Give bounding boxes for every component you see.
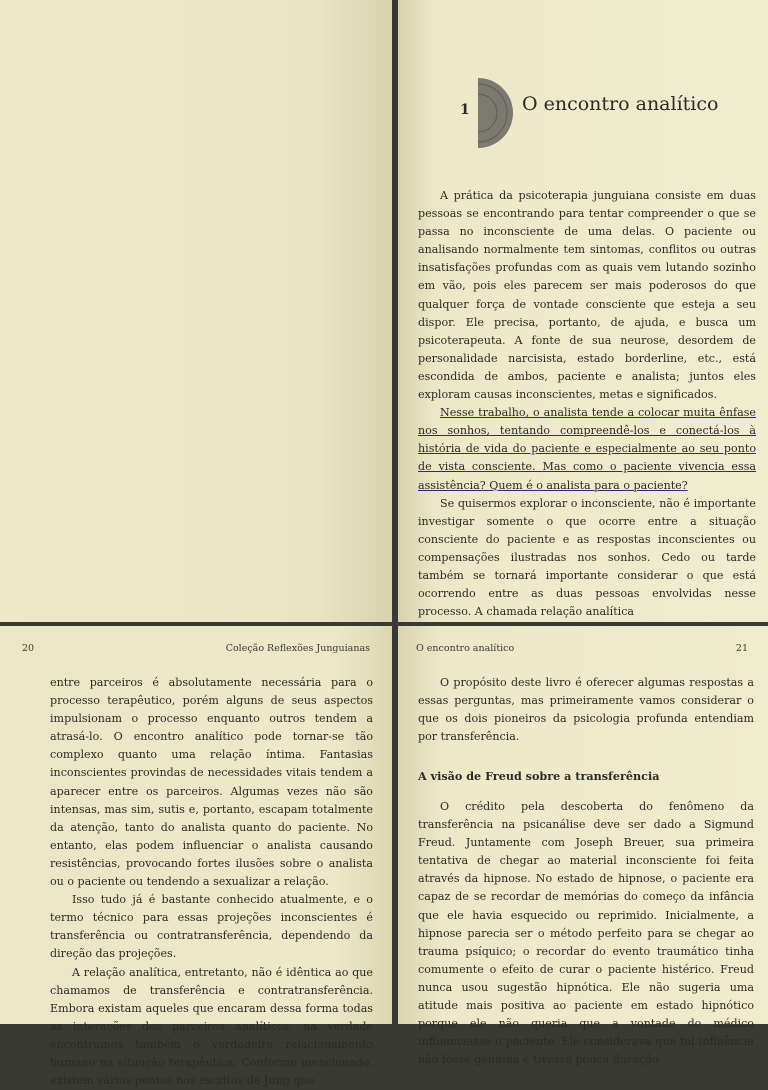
paragraph-2: Nesse trabalho, o analista tende a colocar muita ênfase nos sonhos, tentando compreendê-los e conectá-los à história de vida do paciente e especialmente ao seu ponto de vista consciente. Mas como o paciente vivencia essa assistência? Quem é o analista para o paciente? bbox=[418, 404, 756, 494]
paragraph-1: entre parceiros é absolutamente necessária para o processo terapêutico, porém alguns de seus aspectos impulsionam o processo enquanto outros tendem a atrasá-lo. O encontro analítico pode tornar-se tão complexo quanto uma relação íntima. Fantasias inconscientes provindas de necessidades vitais tendem a aparecer entre os parceiros. Algumas vezes não são intensas, mas sim, sutis e, portanto, escapam totalmente da atenção, tanto do analista quanto do paciente. No entanto, elas podem influenciar o analista causando resistências, provocando fortes ilusões sobre o analista ou o paciente ou tendendo a sexualizar a relação. bbox=[50, 674, 373, 891]
intro-paragraph bbox=[418, 674, 754, 746]
page-number: 20 bbox=[22, 643, 34, 654]
chapter-body bbox=[418, 187, 756, 621]
chapter-ornament-icon bbox=[478, 78, 516, 148]
page-21 bbox=[398, 626, 768, 1024]
page-20 bbox=[0, 626, 392, 1024]
section-body bbox=[418, 798, 754, 1069]
running-head: Coleção Reflexões Junguianas bbox=[226, 643, 370, 654]
blank-page-top-left bbox=[0, 0, 392, 622]
chapter-number: 1 bbox=[460, 102, 470, 118]
paragraph-1: A prática da psicoterapia junguiana consiste em duas pessoas se encontrando para tentar compreender o que se passa no inconsciente de uma delas. O paciente ou analisando normalmente tem sintomas, conflitos ou outras insatisfações profundas com as quais vem lutando sozinho em vão, pois eles parecem ser mais poderosos do que qualquer força de vontade consciente que esteja a seu dispor. Ele precisa, portanto, de ajuda, e busca um psicoterapeuta. A fonte de sua neurose, desordem de personalidade narcisista, estado borderline, etc., está escondida de ambos, paciente e analista; juntos eles exploram causas inconscientes, metas e significados. bbox=[418, 187, 756, 404]
paragraph-2: O crédito pela descoberta do fenômeno da transferência na psicanálise deve ser dado a Sigmund Freud. Juntamente com Joseph Breuer, sua primeira tentativa de chegar ao material inconsciente foi feita através da hipnose. No estado de hipnose, o paciente era capaz de se recordar de memórias do começo da infância que ele havia esquecido ou reprimido. Inicialmente, a hipnose parecia ser o método perfeito para se chegar ao trauma psíquico; o recordar do evento traumático tinha comumente o efeito de curar o paciente histérico. Freud nunca usou sugestão hipnótica. Ele não sugeria uma atitude mais positiva ao paciente em estado hipnótico porque ele não queria que a vontade do médico influenciasse o paciente. Ele considerava que tal influência não fosse genuína e tivesse pouca duração. bbox=[418, 798, 754, 1069]
paragraph-2: Isso tudo já é bastante conhecido atualmente, e o termo técnico para essas projeções inconscientes é transferência ou contratransferência, dependendo da direção das projeções. bbox=[50, 891, 373, 963]
chapter-opening-page bbox=[398, 0, 768, 622]
section-title: A visão de Freud sobre a transferência bbox=[418, 769, 659, 783]
paragraph-3: Se quisermos explorar o inconsciente, não é importante investigar somente o que ocorre entre a situação consciente do paciente e as respostas inconscientes ou compensações ilustradas nos sonhos. Cedo ou tarde também se tornará importante considerar o que está ocorrendo entre as duas pessoas envolvidas nesse processo. A chamada relação analítica bbox=[418, 495, 756, 622]
paragraph-3: A relação analítica, entretanto, não é idêntica ao que chamamos de transferência e contratransferência. Embora existam aqueles que encaram dessa forma todas as interações dos parceiros analíticos, na verdade encontramos também o verdadeiro relacionamento humano na situação terapêutica. Conforme mencionado, existem vários pontos nos escritos de Jung que bbox=[50, 964, 373, 1090]
chapter-title: O encontro analítico bbox=[522, 93, 718, 115]
paragraph-1: O propósito deste livro é oferecer algumas respostas a essas perguntas, mas primeiramente vamos considerar o que os dois pioneiros da psicologia profunda entendiam por transferência. bbox=[418, 674, 754, 746]
running-head: O encontro analítico bbox=[416, 643, 514, 654]
page-body bbox=[50, 674, 373, 1090]
page-number: 21 bbox=[736, 643, 748, 654]
